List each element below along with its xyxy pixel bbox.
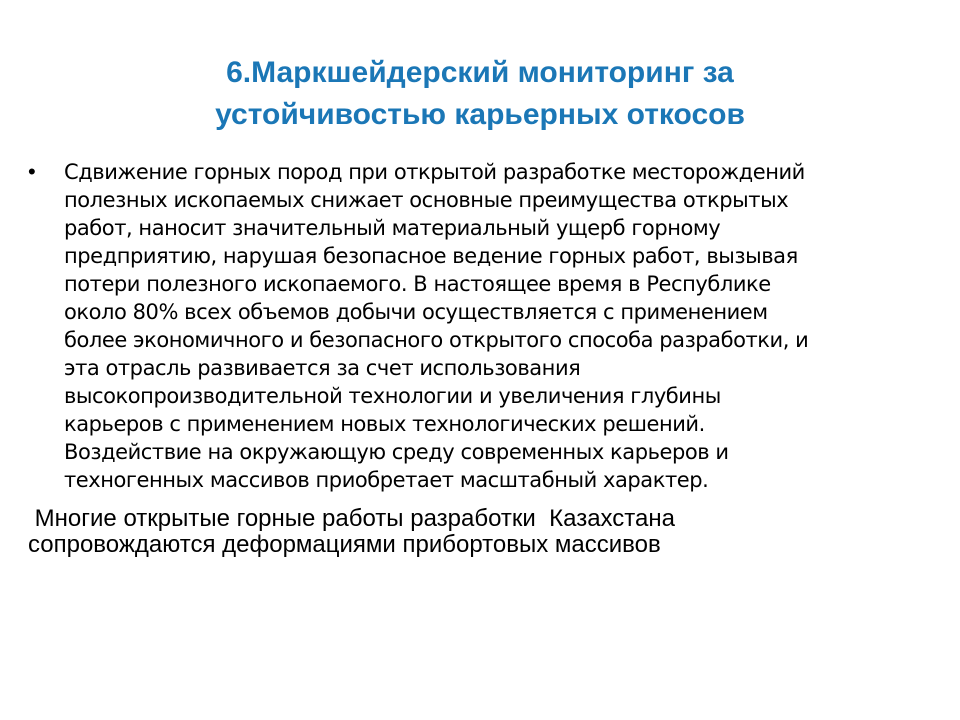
paragraph-line: предприятию, нарушая безопасное ведение горных работ, вызывая [64, 244, 798, 268]
title-line: 6.Маркшейдерский мониторинг за [226, 56, 734, 89]
paragraph-line: Воздействие на окружающую среду современных карьеров и [64, 440, 729, 464]
paragraph-line: работ, наносит значительный материальный ущерб горному [64, 216, 721, 240]
slide-title [60, 52, 900, 136]
paragraph-line: эта отрасль развивается за счет использования [64, 356, 581, 380]
closing-line: Многие открытые горные работы разработки Казахстана [28, 505, 675, 532]
paragraph-line: полезных ископаемых снижает основные преимущества открытых [64, 188, 789, 212]
paragraph-line: высокопроизводительной технологии и увеличения глубины [64, 384, 721, 408]
bullet-item [24, 158, 944, 494]
paragraph-line: более экономичного и безопасного открытого способа разработки, и [64, 328, 809, 352]
paragraph-line: потери полезного ископаемого. В настоящее время в Республике [64, 272, 771, 296]
bullet-list [24, 158, 944, 494]
paragraph-line: карьеров с применением новых технологических решений. [64, 412, 705, 436]
bullet-paragraph [64, 158, 944, 494]
bullet-dot-icon: • [28, 159, 36, 184]
paragraph-line: Сдвижение горных пород при открытой разработке месторождений [64, 160, 805, 184]
title-line: устойчивостью карьерных откосов [215, 98, 745, 131]
closing-line: сопровождаются деформациями прибортовых массивов [28, 531, 661, 558]
closing-statement [28, 506, 928, 558]
paragraph-line: около 80% всех объемов добычи осуществляется с применением [64, 300, 768, 324]
paragraph-line: техногенных массивов приобретает масштабный характер. [64, 468, 709, 492]
